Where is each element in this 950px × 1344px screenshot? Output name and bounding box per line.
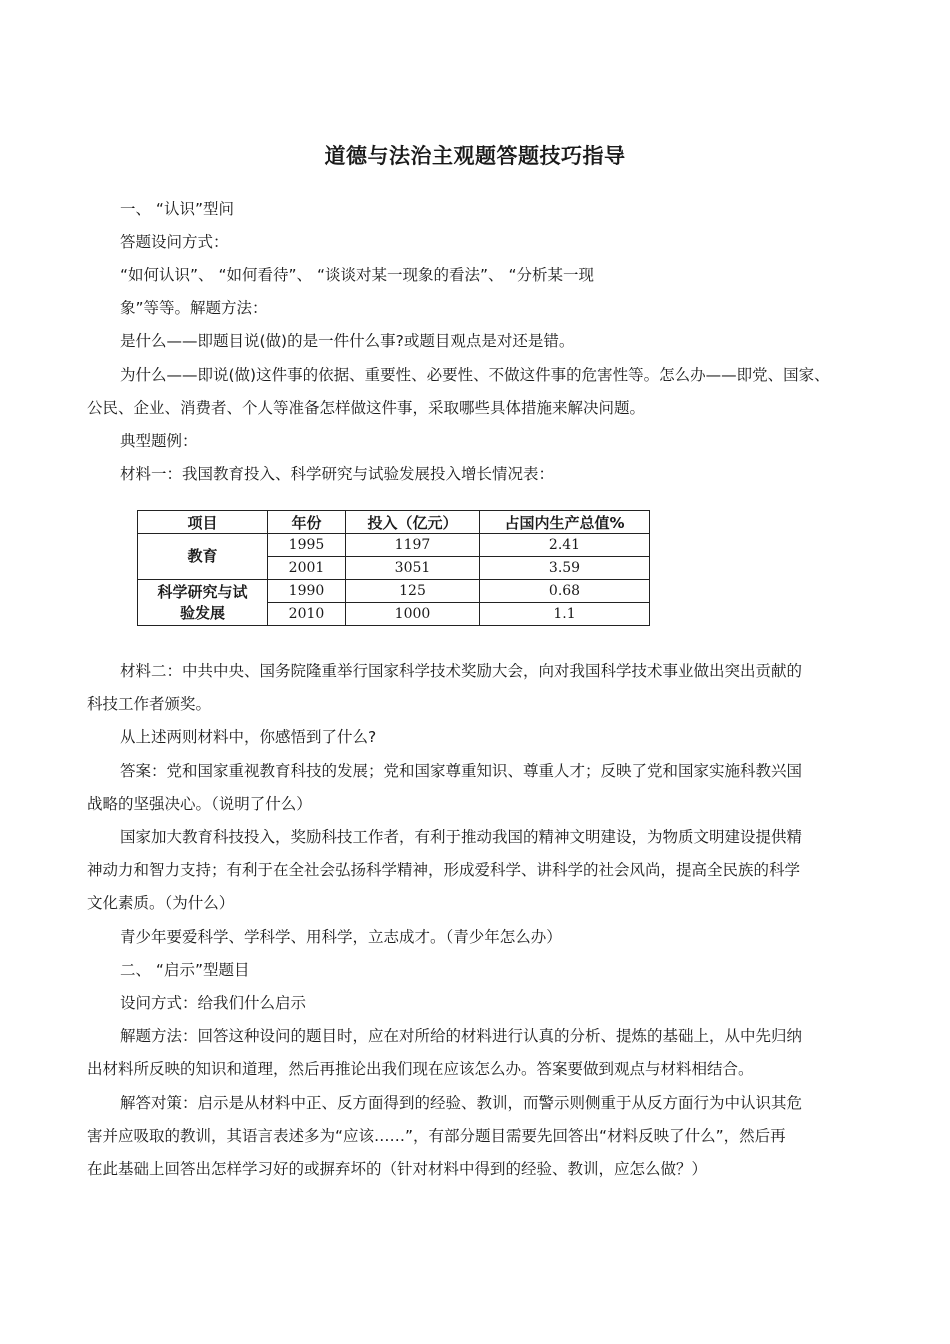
text-line: 一、 “认识”型问 xyxy=(120,200,234,218)
table-header-cell: 占国内生产总值% xyxy=(480,511,650,534)
text-line: 害并应吸取的教训，其语言表述多为“应该……”，有部分题目需要先回答出“材料反映了什么”，然后再 xyxy=(87,1127,786,1145)
text-line: 设问方式：给我们什么启示 xyxy=(120,994,307,1012)
text-line: 在此基础上回答出怎样学习好的或摒弃坏的（针对材料中得到的经验、教训，应怎么做？） xyxy=(87,1160,708,1178)
text-line: 战略的坚强决心。（说明了什么） xyxy=(87,795,312,813)
table-cell: 1995 xyxy=(268,534,346,557)
text-line: 材料一：我国教育投入、科学研究与试验发展投入增长情况表： xyxy=(120,465,555,483)
text-line: 象”等等。解题方法： xyxy=(120,299,268,317)
text-line: 答案：党和国家重视教育科技的发展；党和国家尊重知识、尊重人才；反映了党和国家实施科教兴国 xyxy=(120,762,803,780)
table-cell: 1197 xyxy=(346,534,480,557)
data-table-container xyxy=(137,510,650,626)
text-line: 文化素质。（为什么） xyxy=(87,894,235,912)
document-title: 道德与法治主观题答题技巧指导 xyxy=(324,144,626,168)
table-cell: 0.68 xyxy=(480,580,650,603)
table-cell: 1990 xyxy=(268,580,346,603)
table-cell: 3051 xyxy=(346,557,480,580)
text-line: 青少年要爱科学、学科学、用科学，立志成才。（青少年怎么办） xyxy=(120,928,562,946)
table-cell: 1.1 xyxy=(480,603,650,626)
group-label: 教育 xyxy=(187,547,218,565)
table-header-cell: 项目 xyxy=(138,511,268,534)
table-cell: 1000 xyxy=(346,603,480,626)
text-line: 典型题例： xyxy=(120,432,198,450)
text-line: “如何认识”、 “如何看待”、 “谈谈对某一现象的看法”、 “分析某一现 xyxy=(120,266,594,284)
table-header-cell: 投入（亿元） xyxy=(346,511,480,534)
table-group-cell xyxy=(138,534,268,580)
group-label: 验发展 xyxy=(179,603,225,622)
text-line: 为什么——即说(做)这件事的依据、重要性、必要性、不做这件事的危害性等。怎么办——即党、国家、 xyxy=(120,366,830,384)
table-cell: 3.59 xyxy=(480,557,650,580)
table-cell: 2.41 xyxy=(480,534,650,557)
text-line: 从上述两则材料中，你感悟到了什么? xyxy=(120,728,377,746)
table-cell: 2001 xyxy=(268,557,346,580)
text-line: 材料二：中共中央、国务院隆重举行国家科学技术奖励大会，向对我国科学技术事业做出突出贡献的 xyxy=(120,662,803,680)
table-cell: 2010 xyxy=(268,603,346,626)
text-line: 解答对策：启示是从材料中正、反方面得到的经验、教训，而警示则侧重于从反方面行为中认识其危 xyxy=(120,1094,803,1112)
table-row xyxy=(138,534,650,557)
investment-table xyxy=(137,510,650,626)
text-line: 公民、企业、消费者、个人等准备怎样做这件事，采取哪些具体措施来解决问题。 xyxy=(87,399,646,417)
text-line: 二、 “启示”型题目 xyxy=(120,961,250,979)
table-header-row xyxy=(138,511,650,534)
table-group-cell xyxy=(138,580,268,626)
text-line: 出材料所反映的知识和道理，然后再推论出我们现在应该怎么办。答案要做到观点与材料相结合。 xyxy=(87,1060,754,1078)
text-line: 是什么——即题目说(做)的是一件什么事?或题目观点是对还是错。 xyxy=(120,332,575,350)
table-cell: 125 xyxy=(346,580,480,603)
group-label: 科学研究与试 xyxy=(157,582,248,601)
table-header-cell: 年份 xyxy=(268,511,346,534)
text-line: 答题设问方式： xyxy=(120,233,229,251)
text-line: 神动力和智力支持；有利于在全社会弘扬科学精神，形成爱科学、讲科学的社会风尚，提高全民族的科学 xyxy=(87,861,801,879)
text-line: 解题方法：回答这种设问的题目时，应在对所给的材料进行认真的分析、提炼的基础上，从中先归纳 xyxy=(120,1027,803,1045)
text-line: 国家加大教育科技投入，奖励科技工作者，有利于推动我国的精神文明建设，为物质文明建设提供精 xyxy=(120,828,803,846)
table-row xyxy=(138,580,650,603)
text-line: 科技工作者颁奖。 xyxy=(87,695,212,713)
